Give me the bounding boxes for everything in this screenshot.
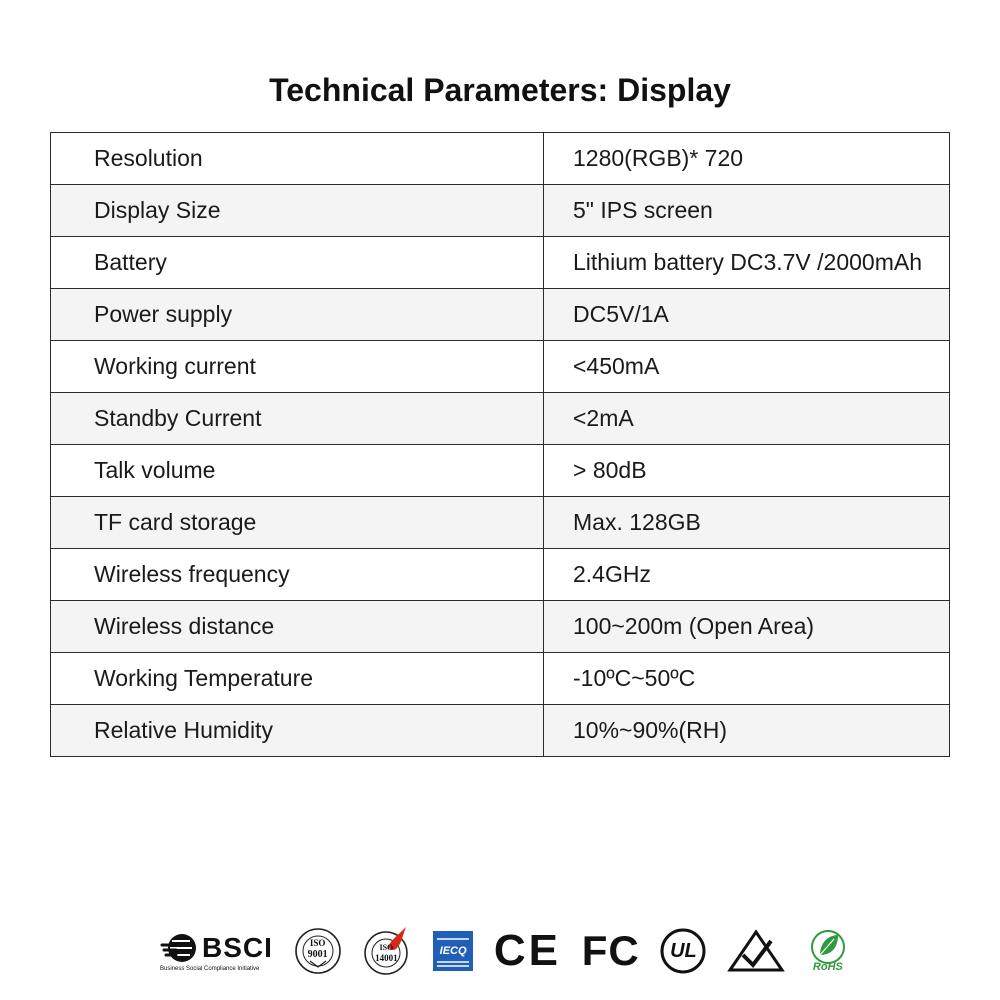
param-value: Max. 128GB	[544, 497, 950, 549]
param-value: 100~200m (Open Area)	[544, 601, 950, 653]
param-label: Relative Humidity	[51, 705, 544, 757]
param-label: Wireless distance	[51, 601, 544, 653]
ce-logo	[494, 926, 561, 976]
iso-number: 9001	[307, 949, 328, 960]
param-value: -10ºC~50ºC	[544, 653, 950, 705]
param-value: <450mA	[544, 341, 950, 393]
param-value: Lithium battery DC3.7V /2000mAh	[544, 237, 950, 289]
iso-prefix: ISO	[309, 938, 326, 948]
param-label: Talk volume	[51, 445, 544, 497]
table-row	[51, 341, 950, 393]
fc-mark: FC	[581, 927, 640, 974]
rohs-logo	[806, 927, 850, 975]
rcm-check-icon	[727, 929, 785, 973]
param-label: TF card storage	[51, 497, 544, 549]
iso-number: 14001	[375, 953, 398, 963]
page-title: Technical Parameters: Display	[269, 72, 731, 108]
param-value: > 80dB	[544, 445, 950, 497]
table-row	[51, 185, 950, 237]
param-label: Working Temperature	[51, 653, 544, 705]
param-label: Standby Current	[51, 393, 544, 445]
table-row	[51, 237, 950, 289]
bsci-subtitle: Business Social Compliance Initiative	[160, 965, 260, 972]
table-row	[51, 497, 950, 549]
table-row	[51, 133, 950, 185]
iso-14001-logo	[362, 925, 412, 977]
table-row	[51, 705, 950, 757]
ul-logo	[660, 928, 706, 974]
table-row	[51, 601, 950, 653]
table-row	[51, 393, 950, 445]
table-row	[51, 289, 950, 341]
bsci-wordmark: BSCI	[202, 931, 273, 963]
param-value: 5" IPS screen	[544, 185, 950, 237]
param-label: Working current	[51, 341, 544, 393]
param-value: 1280(RGB)* 720	[544, 133, 950, 185]
rohs-wordmark: RoHS	[812, 961, 843, 973]
param-label: Resolution	[51, 133, 544, 185]
param-value: DC5V/1A	[544, 289, 950, 341]
param-label: Wireless frequency	[51, 549, 544, 601]
ce-mark: CE	[493, 926, 561, 975]
parameters-table	[50, 132, 950, 757]
param-label: Power supply	[51, 289, 544, 341]
iso-prefix: ISO	[379, 943, 394, 952]
ul-mark: UL	[670, 939, 697, 962]
table-row	[51, 445, 950, 497]
param-value: 10%~90%(RH)	[544, 705, 950, 757]
iso-9001-logo	[294, 927, 342, 975]
rcm-logo	[727, 929, 785, 973]
globe-hand-icon	[160, 931, 200, 965]
param-label: Battery	[51, 237, 544, 289]
param-value: 2.4GHz	[544, 549, 950, 601]
param-label: Display Size	[51, 185, 544, 237]
param-value: <2mA	[544, 393, 950, 445]
fcc-logo	[582, 927, 640, 975]
bsci-logo	[160, 931, 273, 972]
table-row	[51, 653, 950, 705]
certification-logos	[160, 922, 850, 980]
iecq-wordmark: IECQ	[439, 945, 467, 957]
iecq-logo	[433, 931, 473, 971]
table-row	[51, 549, 950, 601]
